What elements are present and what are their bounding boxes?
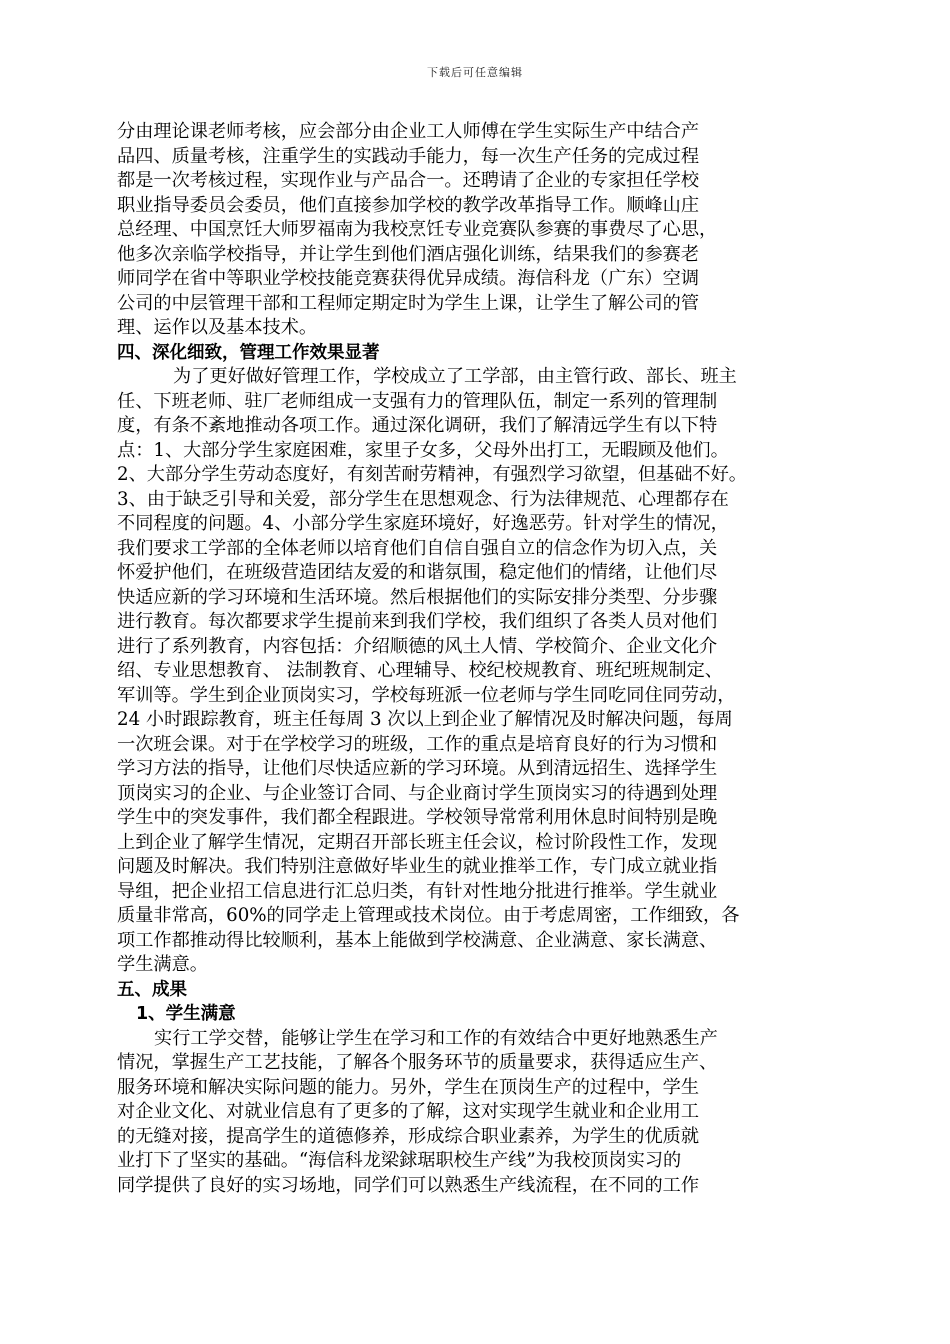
paragraph-line: 品四、质量考核，注重学生的实践动手能力，每一次生产任务的完成过程	[117, 145, 700, 167]
paragraph-line: 进行教育。每次都要求学生提前来到我们学校，我们组织了各类人员对他们	[117, 611, 718, 632]
paragraph-line: 学生满意。	[117, 954, 208, 975]
paragraph-line: 为了更好做好管理工作，学校成立了工学部，由主管行政、部长、班主	[173, 366, 737, 387]
paragraph-line: 我们要求工学部的全体老师以培育他们自信自强自立的信念作为切入点，关	[117, 537, 718, 559]
paragraph-line: 进行了系列教育，内容包括：介绍顺德的风土人情、学校简介、企业文化介	[117, 635, 718, 657]
paragraph-line: 学习方法的指导，让他们尽快适应新的学习环境。从到清远招生、选择学生	[117, 758, 718, 779]
paragraph-line: 问题及时解决。我们特别注意做好毕业生的就业推举工作，专门成立就业指	[117, 856, 718, 877]
page-header: 下载后可任意编辑	[427, 66, 523, 79]
section-heading: 五、成果	[117, 979, 187, 1000]
paragraph-line: 项工作都推动得比较顺利，基本上能做到学校满意、企业满意、家长满意、	[117, 929, 718, 951]
paragraph-line: 公司的中层管理干部和工程师定期定时为学生上课，让学生了解公司的管	[117, 292, 700, 314]
section-heading: 四、深化细致，管理工作效果显著	[117, 342, 380, 363]
paragraph-line: 度，有条不紊地推动各项工作。通过深化调研，我们了解清远学生有以下特	[117, 415, 718, 436]
paragraph-line: 导组，把企业招工信息进行汇总归类，有针对性地分批进行推举。学生就业	[117, 880, 718, 902]
section-heading: 1、学生满意	[136, 1004, 236, 1024]
paragraph-line: 他多次亲临学校指导，并让学生到他们酒店强化训练，结果我们的参赛老	[117, 243, 700, 265]
paragraph-line: 学生中的突发事件，我们都全程跟进。学校领导常常利用休息时间特别是晚	[117, 807, 718, 828]
paragraph-line: 一次班会课。对于在学校学习的班级，工作的重点是培育良好的行为习惯和	[117, 733, 718, 755]
paragraph-line: 怀爱护他们，在班级营造团结友爱的和谐氛围，稳定他们的情绪，让他们尽	[117, 562, 718, 583]
paragraph-line: 职业指导委员会委员，他们直接参加学校的教学改革指导工作。顺峰山庄	[117, 194, 700, 216]
paragraph-line: 2、大部分学生劳动态度好，有刻苦耐劳精神，有强烈学习欲望，但基础不好。	[117, 464, 747, 485]
paragraph-line: 情况，掌握生产工艺技能，了解各个服务环节的质量要求，获得适应生产、	[117, 1052, 718, 1073]
paragraph-line: 上到企业了解学生情况，定期召开部长班主任会议，检讨阶段性工作，发现	[117, 831, 718, 853]
paragraph-line: 理、运作以及基本技术。	[117, 317, 318, 338]
paragraph-line: 军训等。学生到企业顶岗实习，学校每班派一位老师与学生同吃同住同劳动，	[117, 684, 736, 706]
paragraph-line: 分由理论课老师考核，应会部分由企业工人师傅在学生实际生产中结合产	[117, 121, 700, 142]
paragraph-line: 不同程度的问题。4、小部分学生家庭环境好，好逸恶劳。针对学生的情况，	[117, 513, 729, 534]
paragraph-line: 任、下班老师、驻厂老师组成一支强有力的管理队伍，制定一系列的管理制	[117, 390, 718, 412]
paragraph-line: 同学提供了良好的实习场地，同学们可以熟悉生产线流程，在不同的工作	[117, 1174, 700, 1196]
paragraph-line: 绍、专业思想教育、 法制教育、心理辅导、校纪校规教育、班纪班规制定、	[117, 660, 723, 681]
paragraph-line: 快适应新的学习环境和生活环境。然后根据他们的实际安排分类型、分步骤	[117, 586, 718, 608]
paragraph-line: 质量非常高，60%的同学走上管理或技术岗位。由于考虑周密，工作细致，各	[117, 905, 740, 926]
paragraph-line: 实行工学交替，能够让学生在学习和工作的有效结合中更好地熟悉生产	[154, 1027, 718, 1049]
paragraph-line: 师同学在省中等职业学校技能竞赛获得优异成绩。海信科龙（广东）空调	[117, 268, 700, 289]
paragraph-line: 业打下了坚实的基础。“海信科龙梁銶琚职校生产线”为我校顶岗实习的	[117, 1150, 682, 1171]
paragraph-line: 的无缝对接，提高学生的道德修养，形成综合职业素养，为学生的优质就	[117, 1125, 700, 1147]
paragraph-line: 都是一次考核过程，实现作业与产品合一。还聘请了企业的专家担任学校	[117, 170, 700, 191]
paragraph-line: 对企业文化、对就业信息有了更多的了解，这对实现学生就业和企业用工	[117, 1101, 700, 1122]
paragraph-line: 点：1、大部分学生家庭困难，家里子女多，父母外出打工，无暇顾及他们。	[117, 439, 729, 461]
document-body	[117, 120, 887, 1198]
paragraph-line: 3、由于缺乏引导和关爱，部分学生在思想观念、行为法律规范、心理都存在	[117, 488, 729, 510]
paragraph-line: 服务环境和解决实际问题的能力。另外，学生在顶岗生产的过程中，学生	[117, 1076, 700, 1098]
paragraph-line: 总经理、中国烹饪大师罗福南为我校烹饪专业竞赛队参赛的事费尽了心思，	[117, 219, 718, 240]
paragraph-line: 顶岗实习的企业、与企业签订合同、与企业商讨学生顶岗实习的待遇到处理	[117, 782, 718, 804]
paragraph-line: 24 小时跟踪教育，班主任每周 3 次以上到企业了解情况及时解决问题，每周	[117, 709, 733, 730]
